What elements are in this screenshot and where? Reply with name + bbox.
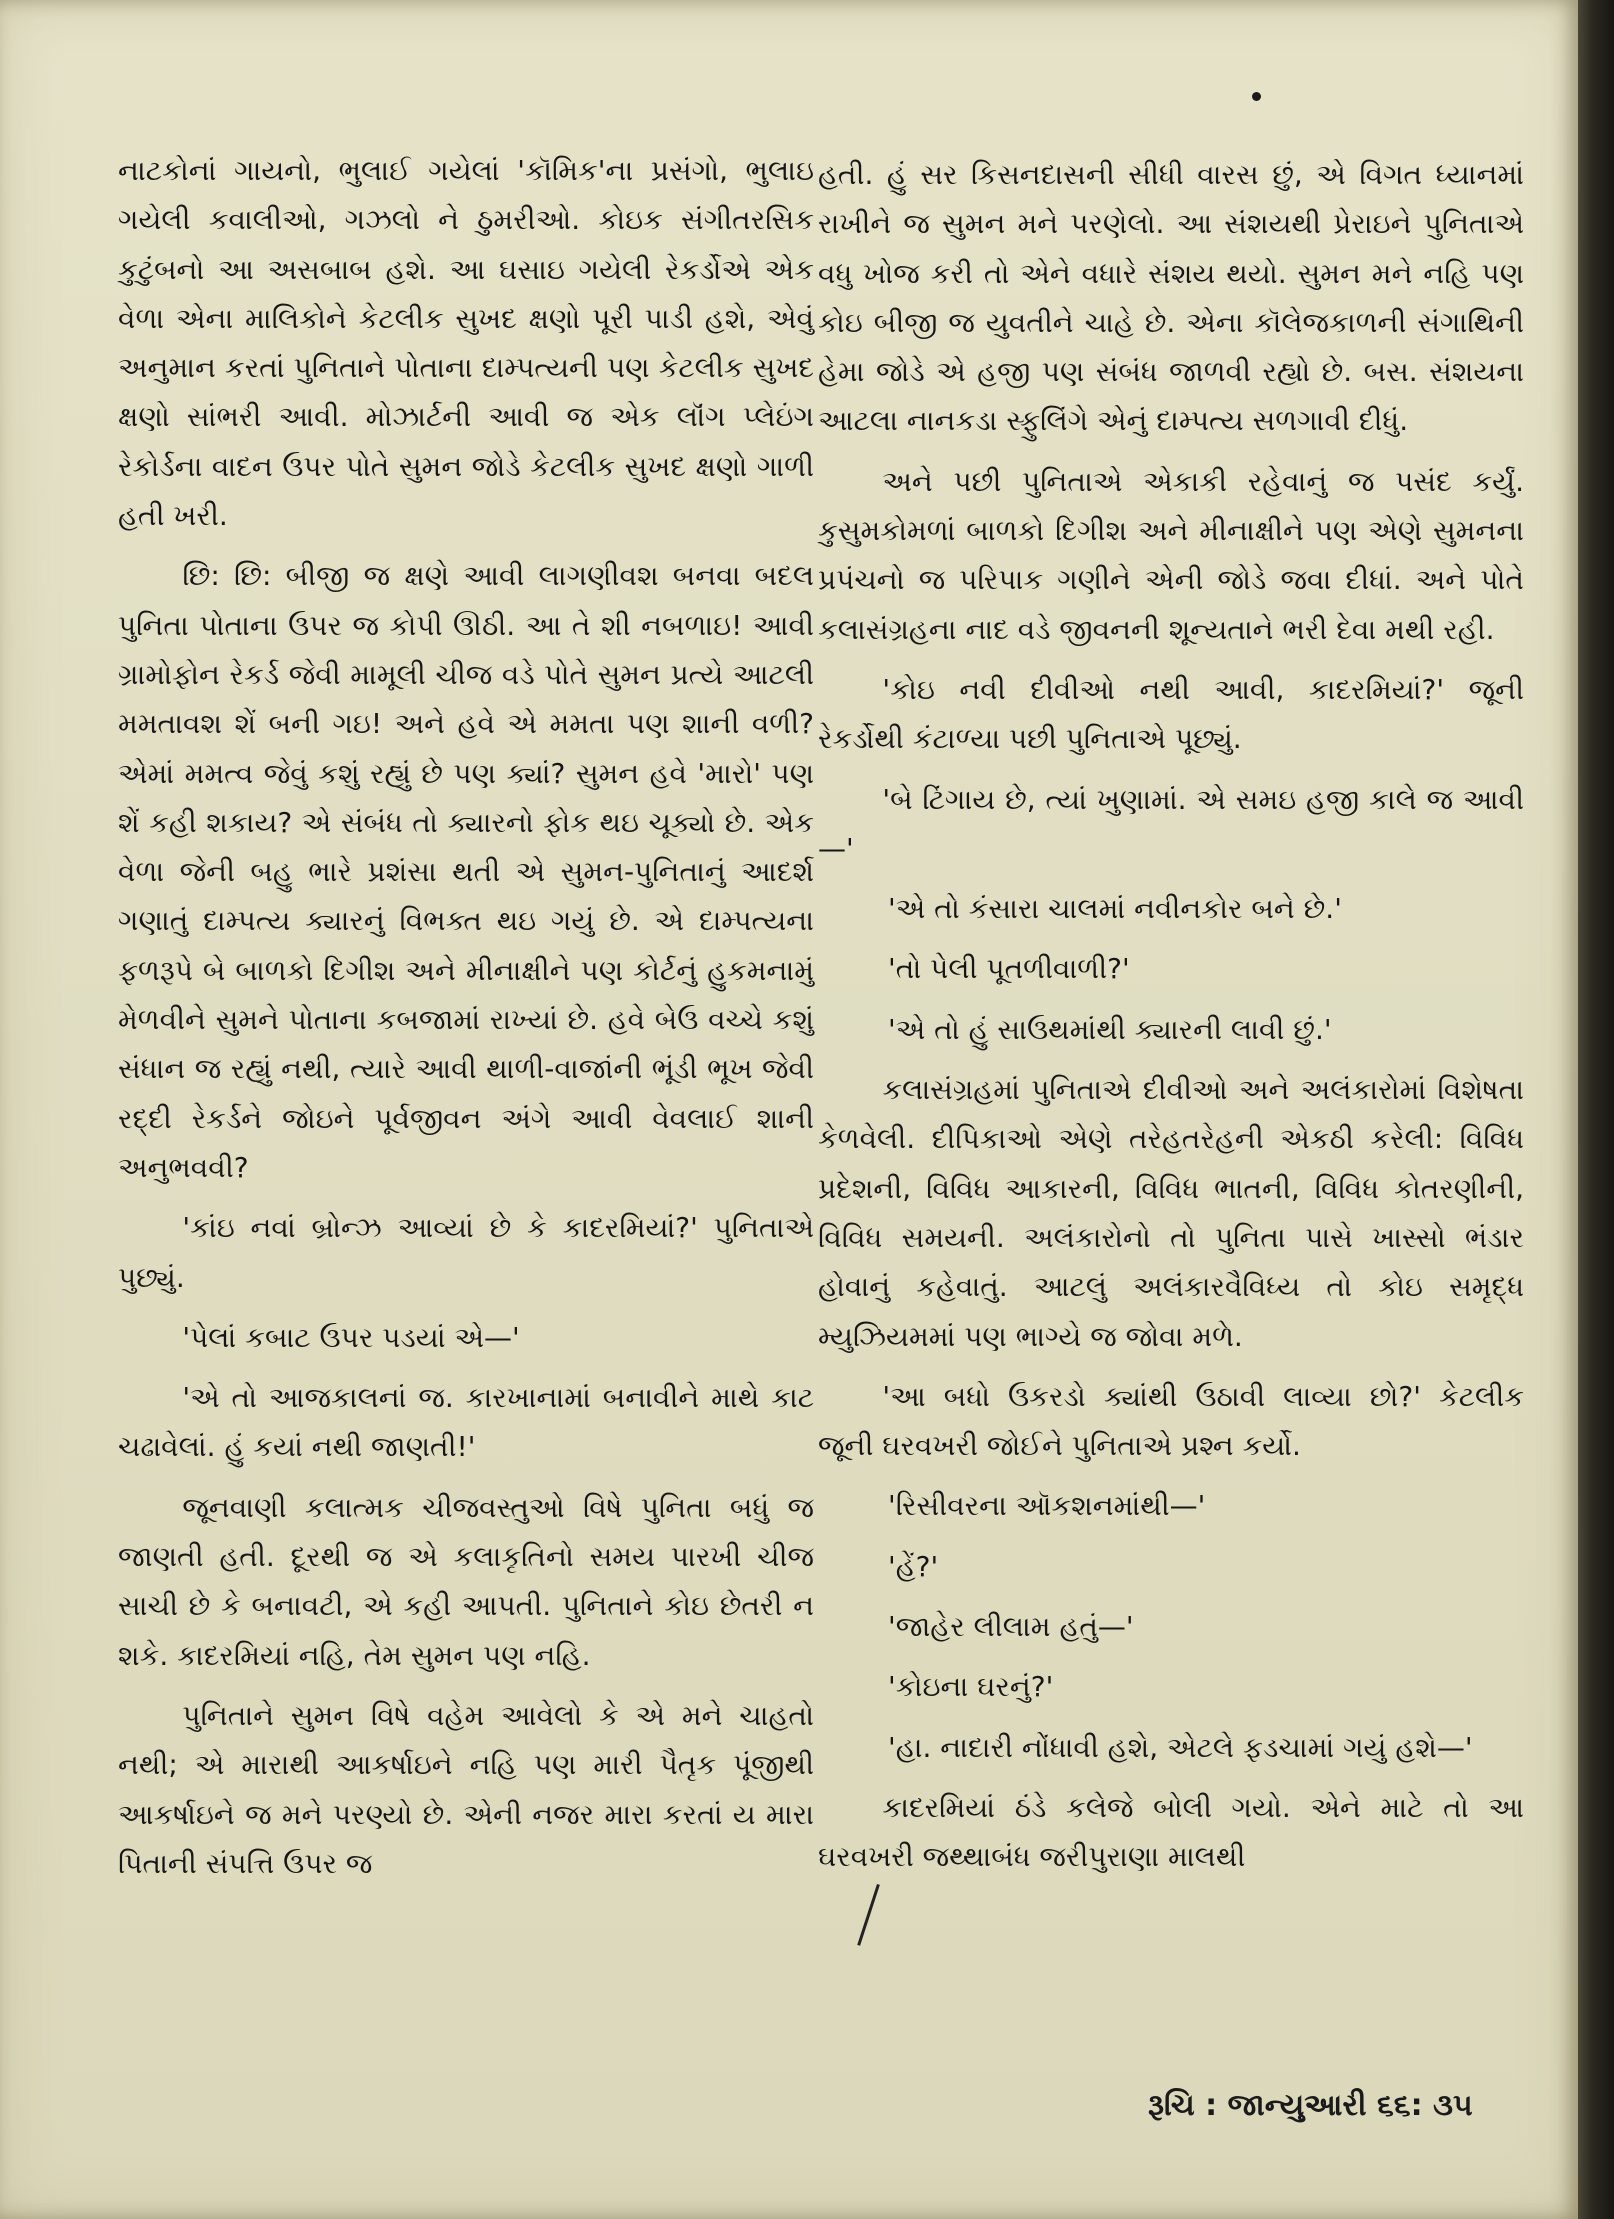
- left-paragraph-4: પુનિતાને સુમન વિષે વહેમ આવેલો કે એ મને ચાહતો નથી; એ મારાથી આકર્ષાઇને નહિ પણ મારી પૈતૃક પૂંજીથી આકર્ષાઇને જ મને પરણ્યો છે. એની નજર મારા કરતાં ય મારા પિતાની સંપત્તિ ઉપર જ: [118, 1698, 814, 1880]
- right-dialogue-7: 'રિસીવરના ઑકશનમાંથી—': [888, 1489, 1206, 1523]
- ink-dot: [1252, 92, 1261, 101]
- left-paragraph-2: છિ: છિ: બીજી જ ક્ષણે આવી લાગણીવશ બનવા બદલ પુનિતા પોતાના ઉપર જ કોપી ઊઠી. આ તે શી નબળાઇ! આવી ગ્રામોફોન રેકર્ડ જેવી મામૂલી ચીજ વડે પોતે સુમન પ્રત્યે આટલી મમતાવશ શેં બની ગઇ! અને હવે એ મમતા પણ શાની વળી? એમાં મમત્વ જેવું કશું રહ્યું છે પણ ક્યાં? સુમન હવે 'મારો' પણ શેં કહી શકાય? એ સંબંધ તો ક્યારનો ફોક થઇ ચૂક્યો છે. એક વેળા જેની બહુ ભારે પ્રશંસા થતી એ સુમન-પુનિતાનું આદર્શ ગણાતું દામ્પત્ય ક્યારનું વિભક્ત થઇ ગયું છે. એ દામ્પત્યના ફળરૂપે બે બાળકો દિગીશ અને મીનાક્ષીને પણ કોર્ટનું હુકમનામું મેળવીને સુમને પોતાના કબજામાં રાખ્યાં છે. હવે બેઉ વચ્ચે કશું સંધાન જ રહ્યું નથી, ત્યારે આવી થાળી-વાજાંની ભૂંડી ભૂખ જેવી રદ્દી રેકર્ડને જોઇને પૂર્વજીવન અંગે આવી વેવલાઈ શાની અનુભવવી?: [118, 559, 814, 1184]
- page-footer: રૂચિ : જાન્યુઆરી ૬૬: ૩૫: [1148, 2088, 1473, 2123]
- right-column: [818, 150, 1524, 1893]
- right-dialogue-2: 'બે ટિંગાય છે, ત્યાં ખુણામાં. એ સમઇ હજી કાલે જ આવી—': [818, 782, 1524, 865]
- right-dialogue-3: 'એ તો કંસારા ચાલમાં નવીનકોર બને છે.': [888, 892, 1342, 926]
- left-column: [118, 146, 814, 1899]
- right-dialogue-11: 'હા. નાદારી નોંધાવી હશે, એટલે ફડચામાં ગયું હશે—': [888, 1730, 1473, 1764]
- right-paragraph-4: કાદરમિયાં ઠંડે કલેજે બોલી ગયો. એને માટે તો આ ઘરવખરી જથ્થાબંધ જરીપુરાણા માલથી: [818, 1790, 1524, 1874]
- left-dialogue-2: 'પેલાં કબાટ ઉપર પડયાં એ—': [182, 1320, 520, 1354]
- right-dialogue-8: 'હેં?': [888, 1549, 939, 1583]
- left-dialogue-3: 'એ તો આજકાલનાં જ. કારખાનામાં બનાવીને માથે કાટ ચઢાવેલાં. હું કયાં નથી જાણતી!': [118, 1381, 814, 1464]
- right-paragraph-3: કલાસંગ્રહમાં પુનિતાએ દીવીઓ અને અલંકારોમાં વિશેષતા કેળવેલી. દીપિકાઓ એણે તરેહતરેહની એકઠી કરેલી: વિવિધ પ્રદેશની, વિવિધ આકારની, વિવિધ ભાતની, વિવિધ કોતરણીની, વિવિધ સમયની. અલંકારોનો તો પુનિતા પાસે ખાસ્સો ભંડાર હોવાનું કહેવાતું. આટલું અલંકારવૈવિધ્ય તો કોઇ સમૃદ્ધ મ્યુઝિયમમાં પણ ભાગ્યે જ જોવા મળે.: [818, 1073, 1524, 1353]
- right-dialogue-5: 'એ તો હું સાઉથમાંથી ક્યારની લાવી છું.': [888, 1012, 1332, 1046]
- right-dialogue-9: 'જાહેર લીલામ હતું—': [888, 1610, 1134, 1644]
- left-paragraph-1: નાટકોનાં ગાયનો, ભુલાઈ ગયેલાં 'કૉમિક'ના પ્રસંગો, ભુલાઇ ગયેલી કવાલીઓ, ગઝલો ને ઠુમરીઓ. કોઇક સંગીતરસિક કુટુંબનો આ અસબાબ હશે. આ ઘસાઇ ગયેલી રેકર્ડોએ એક વેળા એના માલિકોને કેટલીક સુખદ ક્ષણો પૂરી પાડી હશે, એવું અનુમાન કરતાં પુનિતાને પોતાના દામ્પત્યની પણ કેટલીક સુખદ ક્ષણો સાંભરી આવી. મોઝાર્ટની આવી જ એક લૉંગ પ્લેઇંગ રેકોર્ડના વાદન ઉપર પોતે સુમન જોડે કેટલીક સુખદ ક્ષણો ગાળી હતી ખરી.: [118, 154, 814, 533]
- right-paragraph-2: અને પછી પુનિતાએ એકાકી રહેવાનું જ પસંદ કર્યું. કુસુમકોમળાં બાળકો દિગીશ અને મીનાક્ષીને પણ એણે સુમનના પ્રપંચનો જ પરિપાક ગણીને એની જોડે જવા દીધાં. અને પોતે કલાસંગ્રહના નાદ વડે જીવનની શૂન્યતાને ભરી દેવા મથી રહી.: [818, 464, 1524, 646]
- left-paragraph-3: જૂનવાણી કલાત્મક ચીજવસ્તુઓ વિષે પુનિતા બધું જ જાણતી હતી. દૂરથી જ એ કલાકૃતિનો સમય પારખી ચીજ સાચી છે કે બનાવટી, એ કહી આપતી. પુનિતાને કોઇ છેતરી ન શકે. કાદરમિયાં નહિ, તેમ સુમન પણ નહિ.: [118, 1490, 814, 1672]
- page-edge-shadow: [1578, 0, 1614, 2219]
- left-dialogue-1: 'કાંઇ નવાં બ્રોન્ઝ આવ્યાં છે કે કાદરમિયાં?' પુનિતાએ પુછ્યું.: [118, 1211, 814, 1294]
- pencil-mark: [857, 1884, 880, 1946]
- right-dialogue-6: 'આ બધો ઉકરડો ક્યાંથી ઉઠાવી લાવ્યા છો?' કેટલીક જૂની ઘરવખરી જોઈને પુનિતાએ પ્રશ્ન કર્યો.: [818, 1379, 1524, 1463]
- right-dialogue-10: 'કોઇના ઘરનું?': [888, 1670, 1054, 1704]
- right-dialogue-4: 'તો પેલી પૂતળીવાળી?': [888, 952, 1130, 986]
- right-dialogue-1: 'કોઇ નવી દીવીઓ નથી આવી, કાદરમિયાં?' જૂની રેકર્ડોથી કંટાળ્યા પછી પુનિતાએ પૂછ્યું.: [818, 672, 1524, 756]
- right-paragraph-1: હતી. હું સર કિસનદાસની સીધી વારસ છું, એ વિગત ધ્યાનમાં રાખીને જ સુમન મને પરણેલો. આ સંશયથી પ્રેરાઇને પુનિતાએ વધુ ખોજ કરી તો એને વધારે સંશય થયો. સુમન મને નહિ પણ કોઇ બીજી જ યુવતીને ચાહે છે. એના કૉલેજકાળની સંગાથિની હેમા જોડે એ હજી પણ સંબંધ જાળવી રહ્યો છે. બસ. સંશયના આટલા નાનકડા સ્ફુલિંગે એનું દામ્પત્ય સળગાવી દીધું.: [818, 158, 1524, 438]
